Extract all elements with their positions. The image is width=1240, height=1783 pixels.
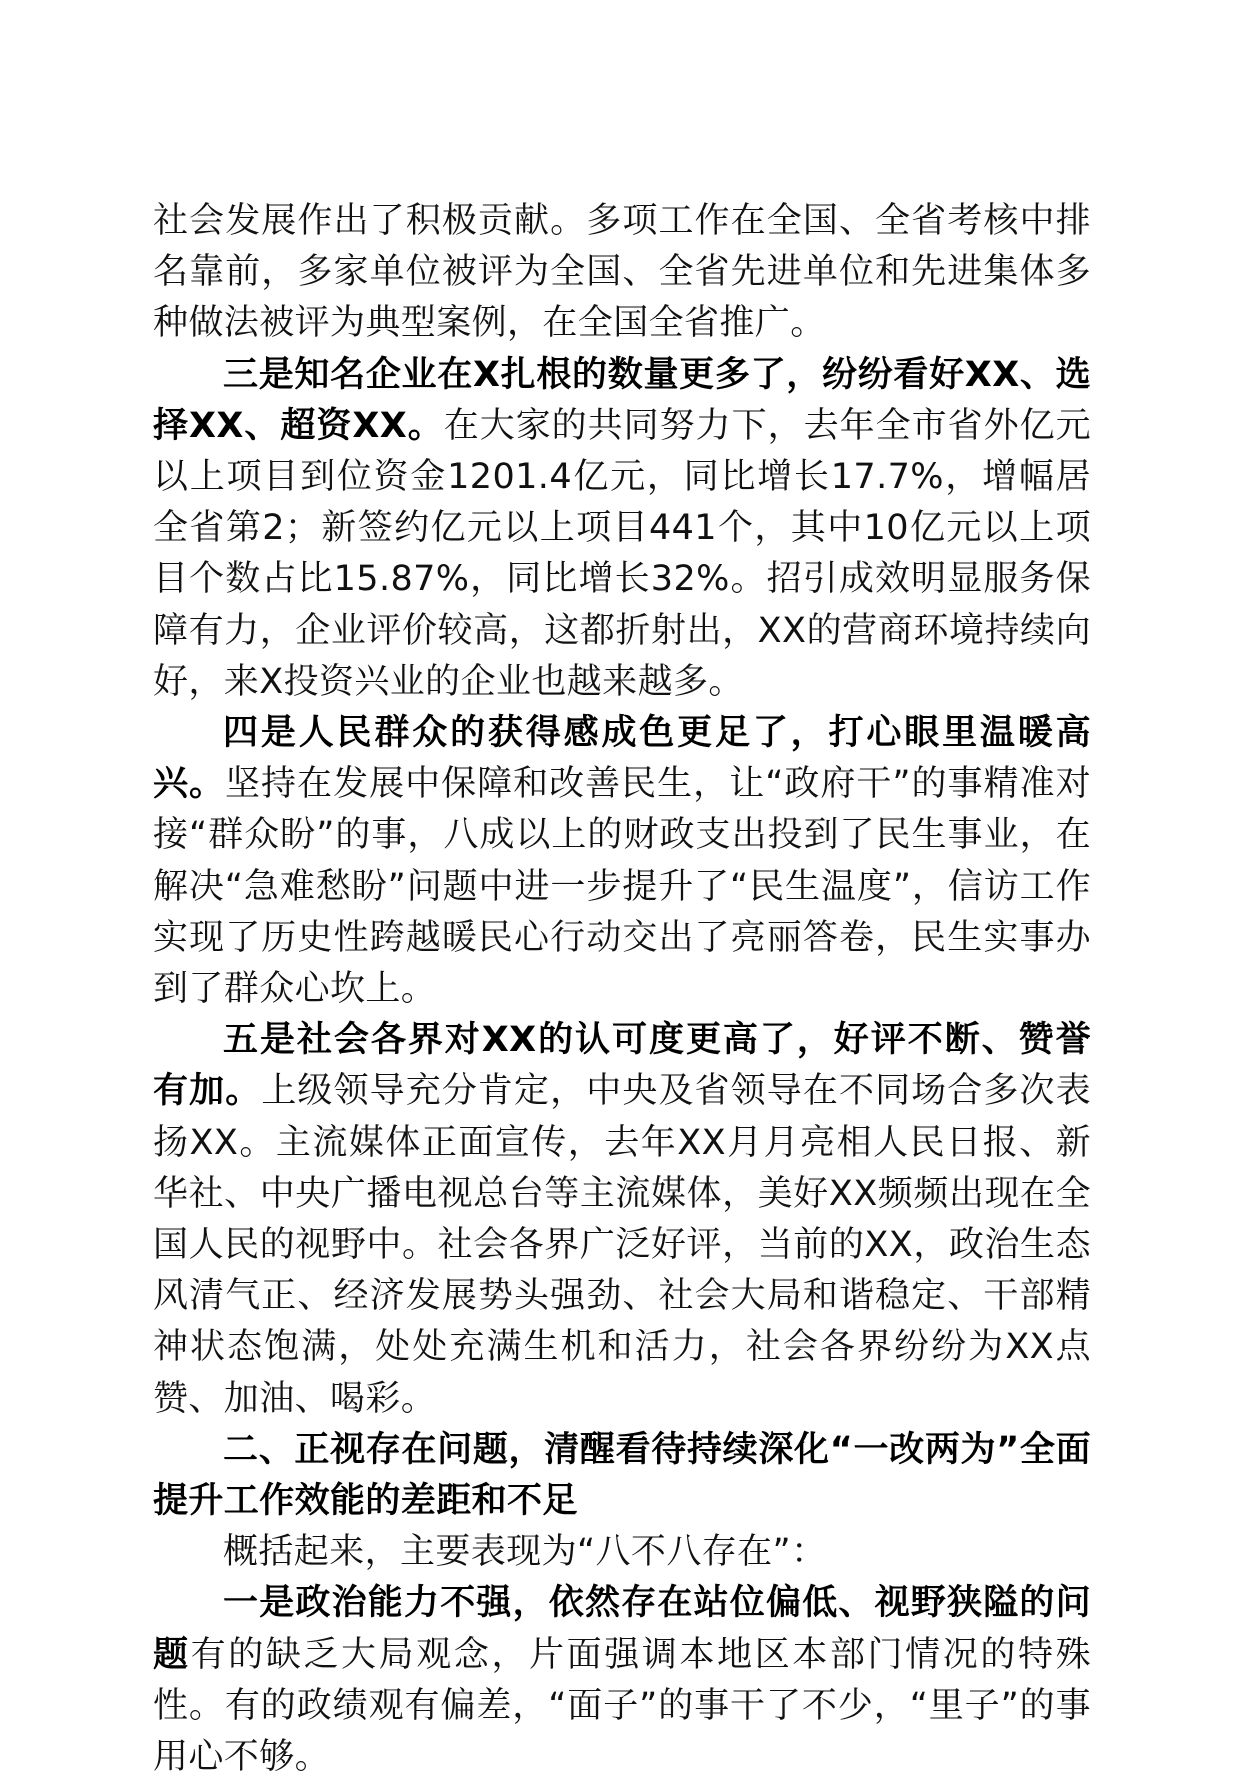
paragraph-continuation bbox=[153, 196, 1091, 350]
paragraph-text: 上级领导充分肯定，中央及省领导在不同场合多次表扬XX。主流媒体正面宣传，去年XX月月亮相人民日报、新华社、中央广播电视总台等主流媒体，美好XX频频出现在全国人民的视野中。社会各界广泛好评，当前的XX，政治生态风清气正、经济发展势头强劲、社会大局和谐稳定、干部精神状态饱满，处处充满生机和活力，社会各界纷纷为XX点赞、加油、喝彩。 bbox=[153, 1071, 1091, 1419]
section-heading-text: 二、正视存在问题，清醒看待持续深化“一改两为”全面提升工作效能的差距和不足 bbox=[153, 1429, 1091, 1522]
paragraph-lead: 三是知名企业在X扎根的数量更多了，纷纷看好XX、选择XX、超资XX。 bbox=[153, 354, 1091, 446]
paragraph-problem-one bbox=[153, 1578, 1091, 1783]
paragraph-lead: 五是社会各界对XX的认可度更高了，好评不断、赞誉有加。 bbox=[153, 1020, 1091, 1112]
paragraph-text: 概括起来，主要表现为“八不八存在”： bbox=[223, 1532, 827, 1573]
paragraph-lead: 一是政治能力不强，依然存在站位偏低、视野狭隘的问题 bbox=[153, 1583, 1091, 1675]
paragraph-summary bbox=[153, 1527, 1091, 1578]
paragraph-text: 坚持在发展中保障和改善民生，让“政府干”的事精准对接“群众盼”的事，八成以上的财政支出投到了民生事业，在解决“急难愁盼”问题中进一步提升了“民生温度”，信访工作实现了历史性跨越暖民心行动交出了亮丽答卷，民生实事办到了群众心坎上。 bbox=[153, 764, 1091, 1010]
paragraph-lead: 四是人民群众的获得感成色更足了，打心眼里温暖高兴。 bbox=[153, 713, 1091, 805]
paragraph-text: 在大家的共同努力下，去年全市省外亿元以上项目到位资金1201.4亿元，同比增长17.7%，增幅居全省第2；新签约亿元以上项目441个，其中10亿元以上项目个数占比15.87%，同比增长32%。招引成效明显服务保障有力，企业评价较高，这都折射出，XX的营商环境持续向好，来X投资兴业的企业也越来越多。 bbox=[153, 405, 1091, 702]
paragraph-text: 社会发展作出了积极贡献。多项工作在全国、全省考核中排名靠前，多家单位被评为全国、全省先进单位和先进集体多种做法被评为典型案例，在全国全省推广。 bbox=[153, 201, 1091, 344]
paragraph-point-four bbox=[153, 708, 1091, 1015]
section-heading bbox=[153, 1425, 1091, 1527]
paragraph-point-three bbox=[153, 350, 1091, 708]
document-body bbox=[153, 196, 1091, 1783]
paragraph-text: 有的缺乏大局观念，片面强调本地区本部门情况的特殊性。有的政绩观有偏差，“面子”的事干了不少，“里子”的事用心不够。 bbox=[153, 1634, 1091, 1778]
paragraph-point-five bbox=[153, 1015, 1091, 1425]
